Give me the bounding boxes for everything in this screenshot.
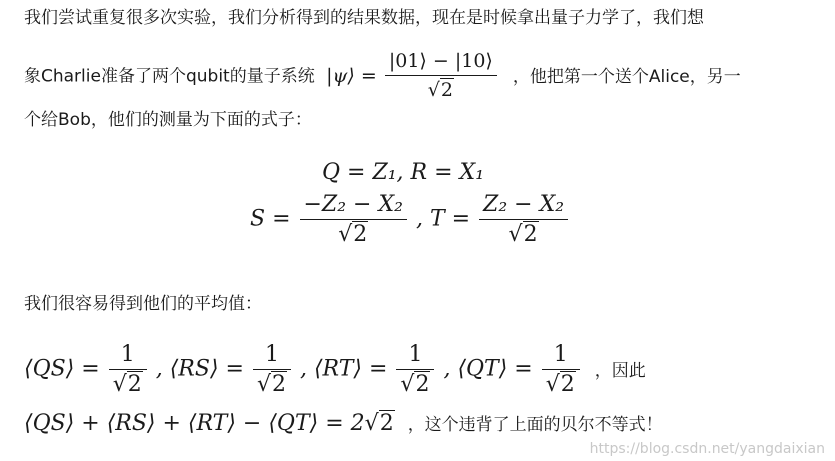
- paragraph-line-3: 个给Bob，他们的测量为下面的式子：: [24, 110, 312, 130]
- psi-lhs: |ψ⟩ =: [326, 64, 377, 87]
- sum-expression: ⟨QS⟩ + ⟨RS⟩ + ⟨RT⟩ − ⟨QT⟩ = 2: [24, 411, 365, 436]
- sqrt-symbol: √2: [112, 372, 142, 397]
- sqrt-symbol: √2: [364, 411, 394, 436]
- fraction-numerator: 1: [264, 342, 279, 367]
- avg-qt-lhs: , ⟨QT⟩ =: [443, 356, 533, 382]
- avg-qs-fraction: [109, 342, 147, 397]
- avg-qt-fraction: [542, 342, 580, 397]
- fraction-denominator: [253, 369, 291, 397]
- sqrt-symbol: √2: [256, 372, 286, 397]
- s-fraction: [300, 192, 407, 247]
- average-equation: [24, 342, 646, 397]
- fraction-denominator: [542, 369, 580, 397]
- sqrt-symbol: √2: [338, 222, 368, 247]
- fraction-numerator: 1: [553, 342, 568, 367]
- psi-fraction: [385, 49, 497, 102]
- sum-equation: [24, 410, 663, 436]
- s-denominator: [300, 219, 407, 247]
- fraction-denominator: [109, 369, 147, 397]
- paragraph-2: 我们很容易得到他们的平均值：: [24, 294, 262, 314]
- t-fraction: [479, 192, 568, 247]
- sqrt-symbol: √2: [508, 222, 538, 247]
- paragraph-line-2: [24, 50, 741, 103]
- avg-rt-lhs: , ⟨RT⟩ =: [299, 356, 388, 382]
- fraction-denominator: [396, 369, 434, 397]
- measure-line-2: [250, 192, 570, 247]
- t-numerator: Z₂ − X₂: [483, 192, 565, 217]
- fraction-numerator: 1: [120, 342, 135, 367]
- fraction-numerator: 1: [408, 342, 423, 367]
- psi-denominator: [385, 75, 497, 102]
- sqrt-symbol: √2: [545, 372, 575, 397]
- avg-post-text: ，因此: [594, 360, 646, 381]
- s-lhs: S =: [250, 206, 291, 232]
- psi-numerator: |01⟩ − |10⟩: [388, 50, 493, 72]
- sqrt-symbol: √2: [400, 372, 430, 397]
- avg-qs-lhs: ⟨QS⟩ =: [24, 356, 100, 382]
- avg-rs-lhs: , ⟨RS⟩ =: [155, 356, 244, 382]
- measure-line-1: Q = Z₁, R = X₁: [322, 160, 485, 185]
- sqrt-symbol: √2: [427, 79, 453, 101]
- psi-equation: [326, 50, 505, 101]
- s-numerator: −Z₂ − X₂: [303, 192, 403, 217]
- paragraph-line-2-pre: 象Charlie准备了两个qubit的量子系统: [24, 66, 315, 87]
- avg-rt-fraction: [396, 342, 434, 397]
- t-denominator: [479, 219, 568, 247]
- watermark: https://blog.csdn.net/yangdaixian: [589, 441, 825, 457]
- t-lhs: , T =: [415, 206, 471, 232]
- sum-post-text: ，这个违背了上面的贝尔不等式！: [407, 415, 663, 435]
- paragraph-line-1: 我们尝试重复很多次实验，我们分析得到的结果数据，现在是时候拿出量子力学了，我们想: [24, 8, 704, 28]
- paragraph-line-2-post: ，他把第一个送个Alice，另一: [512, 66, 741, 87]
- avg-rs-fraction: [253, 342, 291, 397]
